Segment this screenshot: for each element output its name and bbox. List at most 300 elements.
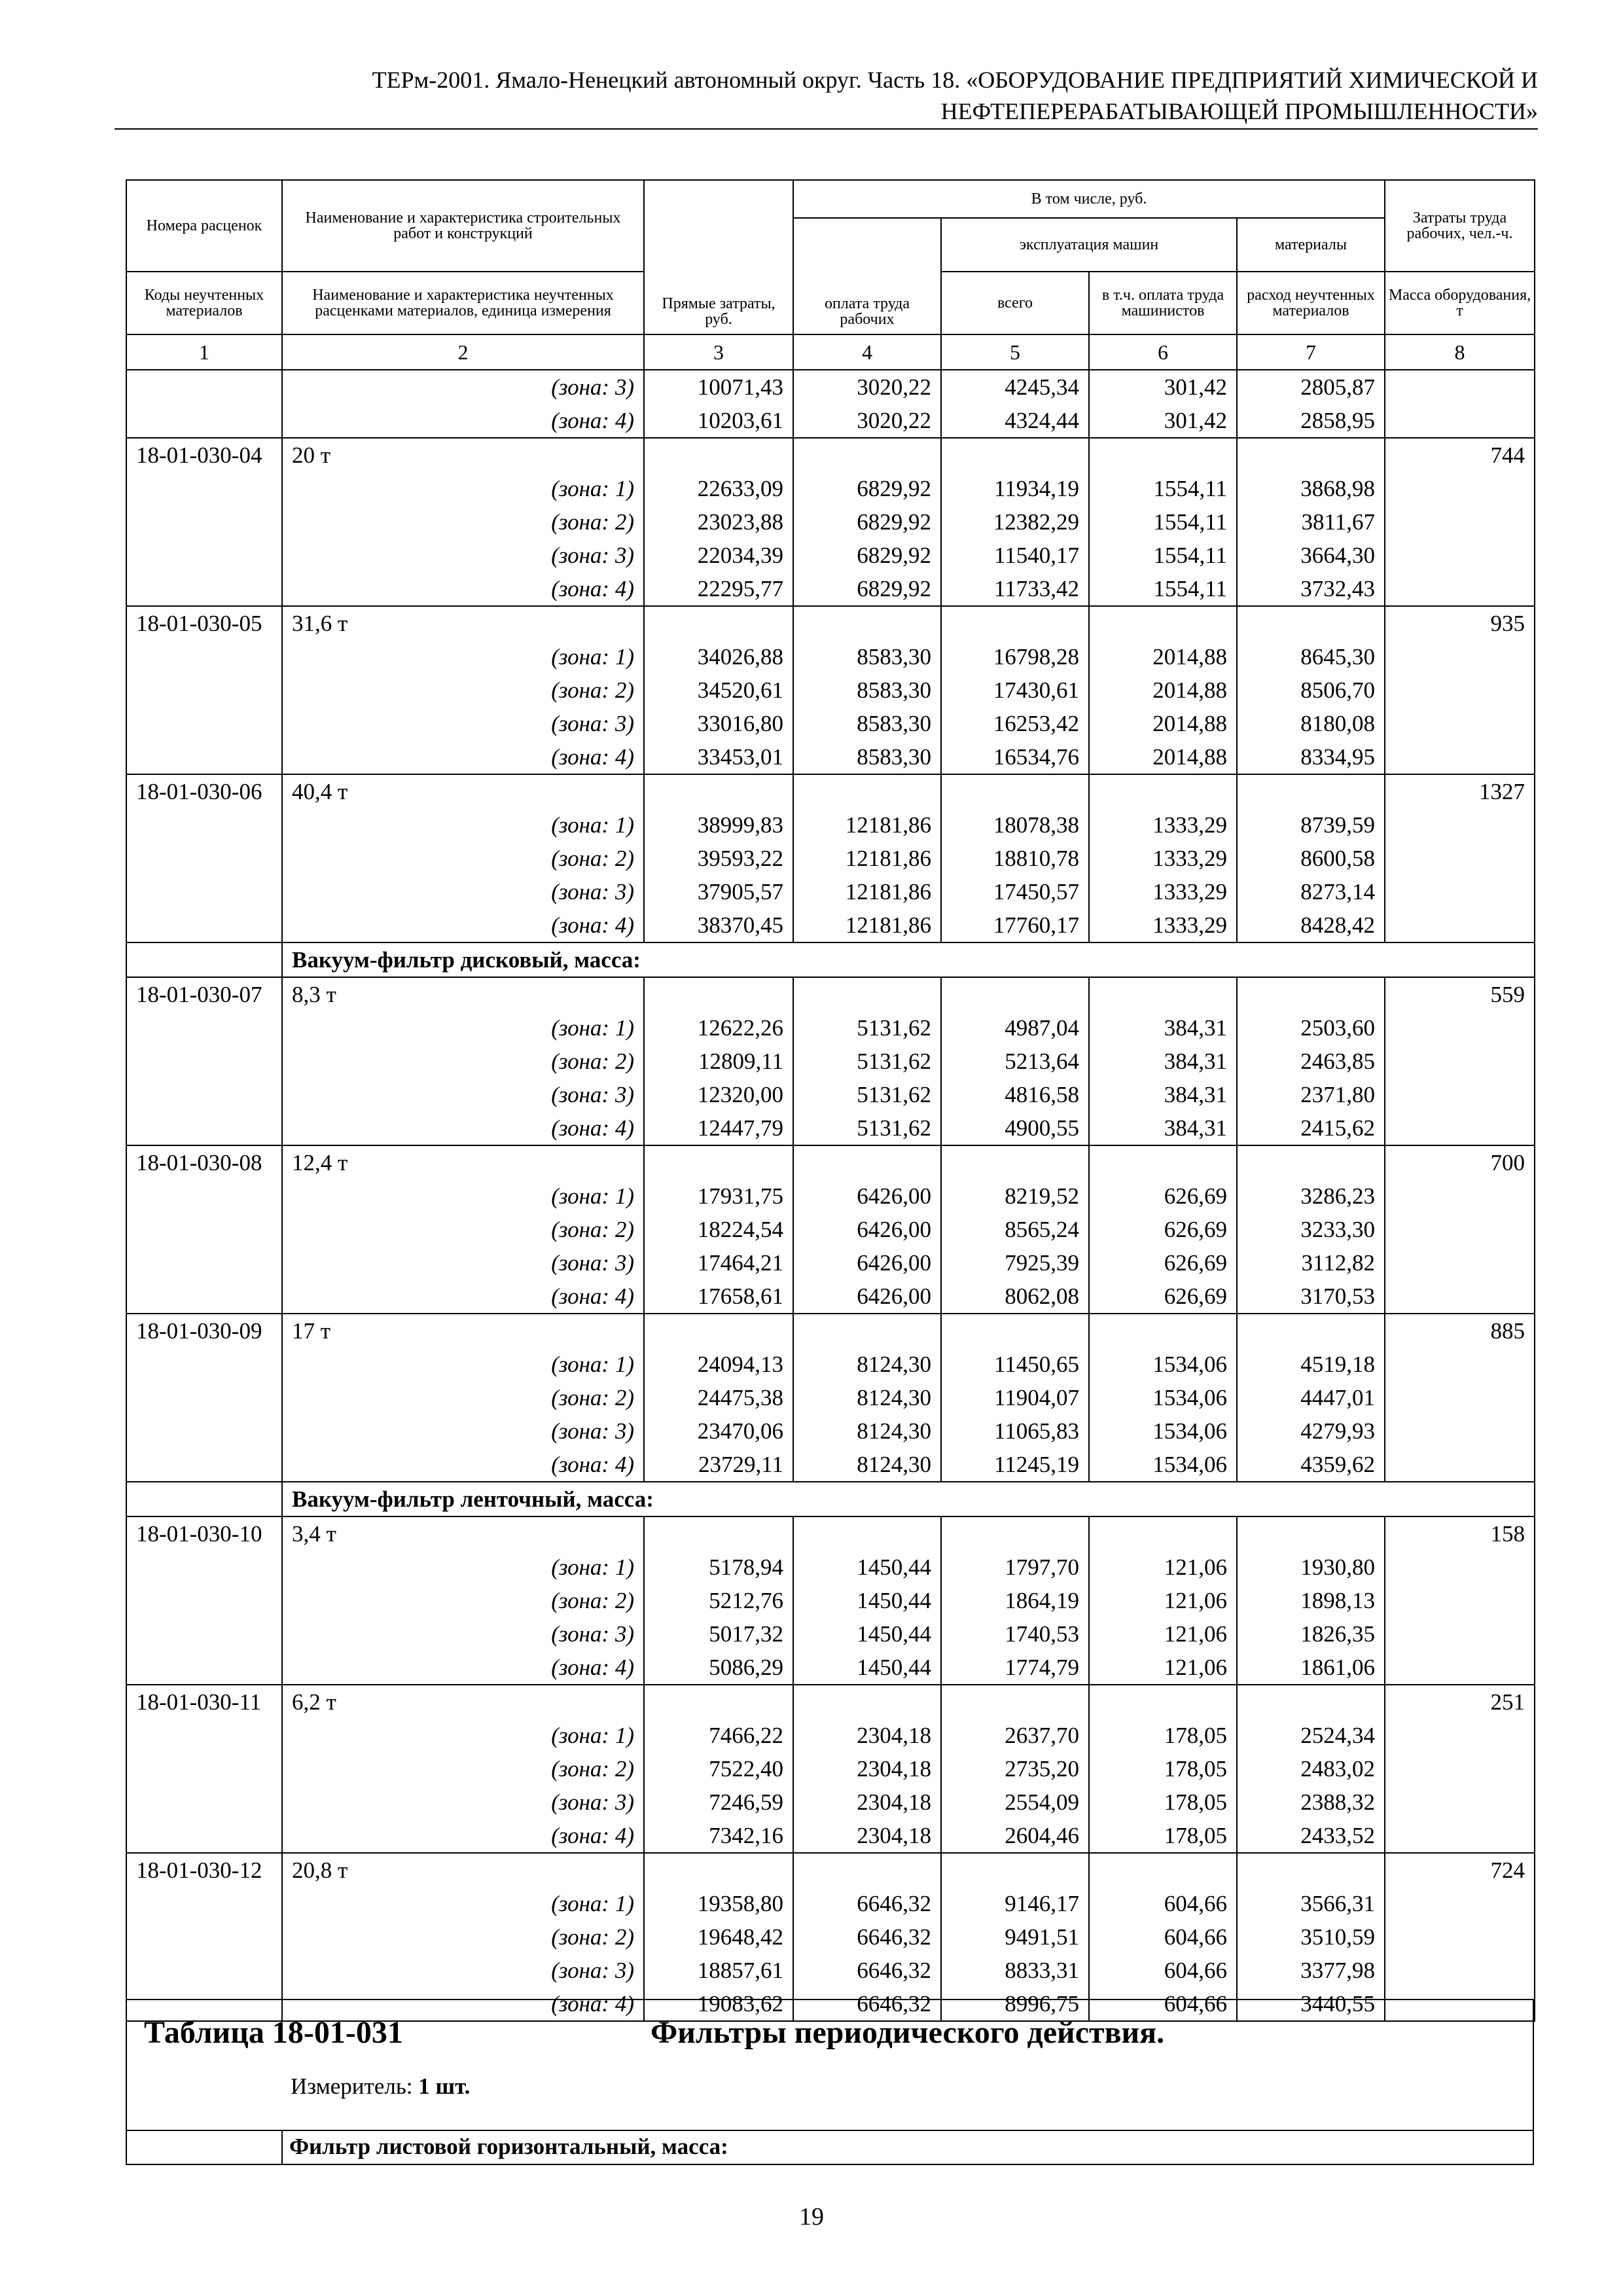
labor-cost: 6426,00 — [793, 1179, 941, 1213]
zone-row — [126, 1414, 1535, 1448]
machinist-labor: 384,31 — [1089, 1011, 1237, 1045]
item-name: 3,4 т — [282, 1516, 644, 1551]
rate-code: 18-01-030-09 — [126, 1314, 282, 1348]
empty-cell — [941, 438, 1089, 472]
machinist-labor: 178,05 — [1089, 1819, 1237, 1853]
zone-row — [126, 1179, 1535, 1213]
col-number: 4 — [793, 334, 941, 370]
rate-code: 18-01-030-06 — [126, 774, 282, 808]
empty-cell — [1089, 1145, 1237, 1179]
materials-cost: 1826,35 — [1237, 1617, 1385, 1651]
empty-cell — [644, 1145, 793, 1179]
machinist-labor: 301,42 — [1089, 404, 1237, 438]
direct-cost: 18857,61 — [644, 1954, 793, 1987]
direct-cost: 33453,01 — [644, 740, 793, 774]
item-name: 6,2 т — [282, 1685, 644, 1719]
next-table-subsection — [126, 2131, 1534, 2165]
col5-header: всего — [941, 272, 1089, 334]
machines-total: 4987,04 — [941, 1011, 1089, 1045]
labor-cost: 8583,30 — [793, 740, 941, 774]
zone-label: (зона: 4) — [282, 1111, 644, 1145]
empty-cell — [126, 740, 282, 774]
machines-total: 8833,31 — [941, 1954, 1089, 1987]
empty-cell — [1089, 438, 1237, 472]
machinist-labor: 121,06 — [1089, 1651, 1237, 1685]
measure-value: 1 шт. — [418, 2073, 471, 2099]
machinist-labor: 121,06 — [1089, 1617, 1237, 1651]
empty-cell — [1385, 1819, 1535, 1853]
labor-cost: 5131,62 — [793, 1078, 941, 1111]
empty-cell — [1385, 707, 1535, 740]
machines-header: эксплуатация машин — [941, 218, 1237, 272]
materials-cost: 2415,62 — [1237, 1111, 1385, 1145]
machinist-labor: 1333,29 — [1089, 908, 1237, 942]
labor-cost: 8124,30 — [793, 1381, 941, 1414]
empty-cell — [126, 505, 282, 539]
materials-cost: 8600,58 — [1237, 842, 1385, 875]
measure-label: Измеритель: — [291, 2073, 413, 2099]
labor-cost: 1450,44 — [793, 1651, 941, 1685]
machines-total: 9146,17 — [941, 1887, 1089, 1920]
machinist-labor: 2014,88 — [1089, 707, 1237, 740]
zone-row — [126, 1887, 1535, 1920]
machinist-labor: 121,06 — [1089, 1551, 1237, 1584]
empty-cell — [1385, 1551, 1535, 1584]
empty-cell — [1385, 673, 1535, 707]
item-name: 20 т — [282, 438, 644, 472]
zone-label: (зона: 1) — [282, 1011, 644, 1045]
labor-cost: 6646,32 — [793, 1920, 941, 1954]
materials-cost: 1898,13 — [1237, 1584, 1385, 1617]
zone-label: (зона: 3) — [282, 707, 644, 740]
empty-cell — [1385, 1954, 1535, 1987]
machines-total: 8219,52 — [941, 1179, 1089, 1213]
col8-header-bottom: Масса оборудования, т — [1385, 272, 1535, 334]
machines-total: 8062,08 — [941, 1280, 1089, 1314]
labor-cost: 1450,44 — [793, 1617, 941, 1651]
column-number-row — [126, 334, 1535, 370]
direct-cost: 12447,79 — [644, 1111, 793, 1145]
machinist-labor: 1554,11 — [1089, 539, 1237, 572]
direct-cost: 5017,32 — [644, 1617, 793, 1651]
empty-cell — [126, 1448, 282, 1482]
zone-label: (зона: 3) — [282, 1414, 644, 1448]
materials-cost: 8506,70 — [1237, 673, 1385, 707]
labor-cost: 5131,62 — [793, 1011, 941, 1045]
machines-total: 16253,42 — [941, 707, 1089, 740]
zone-label: (зона: 4) — [282, 572, 644, 606]
zone-label: (зона: 3) — [282, 1785, 644, 1819]
empty-cell — [644, 606, 793, 640]
empty-cell — [126, 1819, 282, 1853]
col4-header: оплата труда рабочих — [793, 218, 941, 334]
machines-total: 11540,17 — [941, 539, 1089, 572]
empty-cell — [793, 1314, 941, 1348]
direct-cost: 5086,29 — [644, 1651, 793, 1685]
empty-cell — [126, 875, 282, 908]
empty-cell — [1385, 1752, 1535, 1785]
machinist-labor: 1554,11 — [1089, 572, 1237, 606]
machinist-labor: 604,66 — [1089, 1920, 1237, 1954]
empty-cell — [126, 1887, 282, 1920]
zone-row — [126, 1280, 1535, 1314]
empty-cell — [1385, 1246, 1535, 1280]
empty-cell — [126, 1179, 282, 1213]
empty-cell — [941, 1314, 1089, 1348]
empty-cell — [1089, 977, 1237, 1011]
machines-total: 11450,65 — [941, 1348, 1089, 1381]
materials-cost: 3664,30 — [1237, 539, 1385, 572]
empty-cell — [941, 977, 1089, 1011]
zone-label: (зона: 4) — [282, 1280, 644, 1314]
empty-cell — [1385, 1887, 1535, 1920]
machines-total: 2554,09 — [941, 1785, 1089, 1819]
empty-cell — [126, 1785, 282, 1819]
zone-label: (зона: 2) — [282, 1920, 644, 1954]
materials-cost: 2483,02 — [1237, 1752, 1385, 1785]
labor-cost: 3020,22 — [793, 404, 941, 438]
direct-cost: 33016,80 — [644, 707, 793, 740]
empty-cell — [1237, 977, 1385, 1011]
labor-cost: 12181,86 — [793, 908, 941, 942]
equipment-mass: 700 — [1385, 1145, 1535, 1179]
direct-cost: 23023,88 — [644, 505, 793, 539]
machinist-labor: 301,42 — [1089, 370, 1237, 404]
zone-label: (зона: 1) — [282, 1719, 644, 1752]
machinist-labor: 121,06 — [1089, 1584, 1237, 1617]
empty-cell — [126, 1617, 282, 1651]
direct-cost: 17464,21 — [644, 1246, 793, 1280]
empty-cell — [644, 438, 793, 472]
col8-header-top: Затраты труда рабочих, чел.-ч. — [1385, 180, 1535, 272]
empty-cell — [1385, 875, 1535, 908]
section-title: Вакуум-фильтр ленточный, масса: — [282, 1482, 1535, 1516]
labor-cost: 8583,30 — [793, 673, 941, 707]
zone-label: (зона: 3) — [282, 370, 644, 404]
empty-cell — [126, 640, 282, 673]
labor-cost: 6646,32 — [793, 1987, 941, 2021]
direct-cost: 39593,22 — [644, 842, 793, 875]
empty-cell — [941, 1516, 1089, 1551]
machines-total: 17450,57 — [941, 875, 1089, 908]
empty-cell — [1237, 1314, 1385, 1348]
zone-row — [126, 1448, 1535, 1482]
empty-cell — [126, 1045, 282, 1078]
zone-row — [126, 640, 1535, 673]
machinist-labor: 1534,06 — [1089, 1414, 1237, 1448]
machinist-labor: 604,66 — [1089, 1954, 1237, 1987]
empty-cell — [126, 1246, 282, 1280]
direct-cost: 37905,57 — [644, 875, 793, 908]
empty-cell — [1385, 1381, 1535, 1414]
empty-cell — [126, 1719, 282, 1752]
empty-cell — [1385, 908, 1535, 942]
materials-cost: 8645,30 — [1237, 640, 1385, 673]
machines-total: 11733,42 — [941, 572, 1089, 606]
zone-label: (зона: 1) — [282, 472, 644, 505]
labor-cost: 5131,62 — [793, 1111, 941, 1145]
direct-cost: 23470,06 — [644, 1414, 793, 1448]
zone-row — [126, 1920, 1535, 1954]
item-name: 8,3 т — [282, 977, 644, 1011]
direct-cost: 7246,59 — [644, 1785, 793, 1819]
item-name: 40,4 т — [282, 774, 644, 808]
empty-cell — [1385, 1348, 1535, 1381]
table-header — [126, 180, 1535, 370]
empty-cell — [1385, 1651, 1535, 1685]
labor-cost: 6646,32 — [793, 1954, 941, 1987]
machinist-labor: 178,05 — [1089, 1719, 1237, 1752]
machinist-labor: 178,05 — [1089, 1785, 1237, 1819]
empty-cell — [126, 1482, 282, 1516]
empty-cell — [1385, 1785, 1535, 1819]
empty-cell — [644, 1685, 793, 1719]
materials-cost: 4447,01 — [1237, 1381, 1385, 1414]
direct-cost: 7342,16 — [644, 1819, 793, 1853]
machines-total: 4816,58 — [941, 1078, 1089, 1111]
machines-total: 2604,46 — [941, 1819, 1089, 1853]
zone-label: (зона: 2) — [282, 1381, 644, 1414]
empty-cell — [941, 1853, 1089, 1887]
labor-cost: 6426,00 — [793, 1280, 941, 1314]
direct-cost: 18224,54 — [644, 1213, 793, 1246]
empty-cell — [126, 1381, 282, 1414]
empty-cell — [1385, 740, 1535, 774]
direct-cost: 22633,09 — [644, 472, 793, 505]
empty-cell — [1089, 606, 1237, 640]
zone-row — [126, 1617, 1535, 1651]
empty-cell — [1385, 1111, 1535, 1145]
empty-cell — [1385, 572, 1535, 606]
col7-header: расход неучтенных материалов — [1237, 272, 1385, 334]
in-total-header: В том числе, руб. — [793, 180, 1385, 218]
machinist-labor: 384,31 — [1089, 1078, 1237, 1111]
labor-cost: 2304,18 — [793, 1785, 941, 1819]
zone-label: (зона: 2) — [282, 673, 644, 707]
equipment-mass: 744 — [1385, 438, 1535, 472]
materials-cost: 3868,98 — [1237, 472, 1385, 505]
zone-row — [126, 1045, 1535, 1078]
machines-total: 2637,70 — [941, 1719, 1089, 1752]
materials-cost: 2524,34 — [1237, 1719, 1385, 1752]
materials-cost: 2433,52 — [1237, 1819, 1385, 1853]
empty-cell — [126, 1414, 282, 1448]
empty-cell — [793, 1145, 941, 1179]
empty-cell — [126, 1213, 282, 1246]
empty-cell — [644, 977, 793, 1011]
empty-cell — [126, 808, 282, 842]
empty-cell — [1385, 1414, 1535, 1448]
item-name: 17 т — [282, 1314, 644, 1348]
empty-cell — [1385, 1719, 1535, 1752]
empty-cell — [941, 606, 1089, 640]
zone-label: (зона: 2) — [282, 1045, 644, 1078]
zone-label: (зона: 1) — [282, 1179, 644, 1213]
col-number: 5 — [941, 334, 1089, 370]
empty-cell — [644, 1853, 793, 1887]
labor-cost: 8124,30 — [793, 1348, 941, 1381]
zone-row — [126, 673, 1535, 707]
materials-cost: 3732,43 — [1237, 572, 1385, 606]
empty-cell — [644, 774, 793, 808]
zone-label: (зона: 4) — [282, 1651, 644, 1685]
zone-label: (зона: 4) — [282, 1987, 644, 2021]
zone-label: (зона: 2) — [282, 1584, 644, 1617]
machinist-labor: 2014,88 — [1089, 640, 1237, 673]
machines-total: 17760,17 — [941, 908, 1089, 942]
zone-row — [126, 1551, 1535, 1584]
direct-cost: 10071,43 — [644, 370, 793, 404]
zone-row — [126, 707, 1535, 740]
empty-cell — [793, 1685, 941, 1719]
item-row — [126, 1314, 1535, 1348]
empty-cell — [793, 1516, 941, 1551]
direct-cost: 22295,77 — [644, 572, 793, 606]
column-divider — [281, 2131, 283, 2164]
direct-cost: 34520,61 — [644, 673, 793, 707]
zone-row — [126, 908, 1535, 942]
direct-cost: 5178,94 — [644, 1551, 793, 1584]
item-row — [126, 606, 1535, 640]
machines-total: 7925,39 — [941, 1246, 1089, 1280]
zone-label: (зона: 4) — [282, 404, 644, 438]
col3-header: Прямые затраты, руб. — [644, 180, 793, 334]
zone-label: (зона: 4) — [282, 740, 644, 774]
zone-label: (зона: 2) — [282, 842, 644, 875]
machinist-labor: 1333,29 — [1089, 875, 1237, 908]
materials-cost: 2388,32 — [1237, 1785, 1385, 1819]
empty-cell — [1385, 1078, 1535, 1111]
machines-total: 11065,83 — [941, 1414, 1089, 1448]
empty-cell — [126, 404, 282, 438]
zone-label: (зона: 3) — [282, 1246, 644, 1280]
empty-cell — [1385, 1920, 1535, 1954]
direct-cost: 17931,75 — [644, 1179, 793, 1213]
zone-row — [126, 1011, 1535, 1045]
next-table-name: Таблица 18-01-031 — [144, 2015, 403, 2050]
empty-cell — [126, 842, 282, 875]
empty-cell — [1385, 808, 1535, 842]
materials-cost: 4359,62 — [1237, 1448, 1385, 1482]
labor-cost: 2304,18 — [793, 1819, 941, 1853]
machinist-labor: 1333,29 — [1089, 808, 1237, 842]
header-line-2: НЕФТЕПЕРЕРАБАТЫВАЮЩЕЙ ПРОМЫШЛЕННОСТИ» — [940, 98, 1538, 124]
col2-header-bottom: Наименование и характеристика неучтенных расценками материалов, единица измерения — [282, 272, 644, 334]
rate-code: 18-01-030-12 — [126, 1853, 282, 1887]
zone-label: (зона: 3) — [282, 875, 644, 908]
equipment-mass: 885 — [1385, 1314, 1535, 1348]
zone-row — [126, 572, 1535, 606]
col-number: 7 — [1237, 334, 1385, 370]
zone-label: (зона: 1) — [282, 1887, 644, 1920]
labor-cost: 3020,22 — [793, 370, 941, 404]
empty-cell — [1237, 438, 1385, 472]
next-table-block — [126, 1999, 1534, 2131]
labor-cost: 2304,18 — [793, 1752, 941, 1785]
zone-label: (зона: 3) — [282, 539, 644, 572]
direct-cost: 12809,11 — [644, 1045, 793, 1078]
materials-cost: 2858,95 — [1237, 404, 1385, 438]
labor-cost: 1450,44 — [793, 1551, 941, 1584]
labor-cost: 12181,86 — [793, 808, 941, 842]
machines-total: 4324,44 — [941, 404, 1089, 438]
item-row — [126, 774, 1535, 808]
machinist-labor: 604,66 — [1089, 1987, 1237, 2021]
machinist-labor: 1534,06 — [1089, 1448, 1237, 1482]
item-row — [126, 1853, 1535, 1887]
item-name: 31,6 т — [282, 606, 644, 640]
machines-total: 1740,53 — [941, 1617, 1089, 1651]
empty-cell — [793, 774, 941, 808]
labor-cost: 5131,62 — [793, 1045, 941, 1078]
zone-label: (зона: 4) — [282, 1448, 644, 1482]
direct-cost: 10203,61 — [644, 404, 793, 438]
equipment-mass: 559 — [1385, 977, 1535, 1011]
direct-cost: 19083,62 — [644, 1987, 793, 2021]
machinist-labor: 384,31 — [1089, 1045, 1237, 1078]
direct-cost: 22034,39 — [644, 539, 793, 572]
zone-label: (зона: 3) — [282, 1617, 644, 1651]
item-row — [126, 438, 1535, 472]
empty-cell — [1089, 1314, 1237, 1348]
zone-row — [126, 1246, 1535, 1280]
equipment-mass: 158 — [1385, 1516, 1535, 1551]
empty-cell — [126, 1280, 282, 1314]
zone-row — [126, 1348, 1535, 1381]
machines-total: 16534,76 — [941, 740, 1089, 774]
labor-cost: 2304,18 — [793, 1719, 941, 1752]
materials-cost: 8180,08 — [1237, 707, 1385, 740]
zone-row — [126, 404, 1535, 438]
measure-line — [291, 2073, 470, 2100]
empty-cell — [1385, 640, 1535, 673]
col-number: 2 — [282, 334, 644, 370]
direct-cost: 24475,38 — [644, 1381, 793, 1414]
rate-code: 18-01-030-10 — [126, 1516, 282, 1551]
zone-row — [126, 370, 1535, 404]
header-line-1: ТЕРм-2001. Ямало-Ненецкий автономный округ. Часть 18. «ОБОРУДОВАНИЕ ПРЕДПРИЯТИЙ ХИМИЧЕСКОЙ И — [372, 67, 1538, 93]
machinist-labor: 1554,11 — [1089, 505, 1237, 539]
empty-cell — [1385, 539, 1535, 572]
empty-cell — [941, 1145, 1089, 1179]
machines-total: 1774,79 — [941, 1651, 1089, 1685]
empty-cell — [126, 1584, 282, 1617]
page-header — [115, 64, 1538, 130]
equipment-mass: 724 — [1385, 1853, 1535, 1887]
col1-header-top: Номера расценок — [126, 180, 282, 272]
machines-total: 11245,19 — [941, 1448, 1089, 1482]
empty-cell — [1385, 1280, 1535, 1314]
machinist-labor: 1333,29 — [1089, 842, 1237, 875]
materials-cost: 3440,55 — [1237, 1987, 1385, 2021]
machines-total: 12382,29 — [941, 505, 1089, 539]
col6-header: в т.ч. оплата труда машинистов — [1089, 272, 1237, 334]
labor-cost: 12181,86 — [793, 875, 941, 908]
labor-cost: 8583,30 — [793, 640, 941, 673]
machinist-labor: 1534,06 — [1089, 1348, 1237, 1381]
machines-total: 11904,07 — [941, 1381, 1089, 1414]
section-row — [126, 1482, 1535, 1516]
machines-total: 5213,64 — [941, 1045, 1089, 1078]
empty-cell — [126, 1078, 282, 1111]
empty-cell — [1385, 370, 1535, 404]
direct-cost: 19648,42 — [644, 1920, 793, 1954]
empty-cell — [793, 1853, 941, 1887]
empty-cell — [1385, 1584, 1535, 1617]
item-row — [126, 1685, 1535, 1719]
labor-cost: 8583,30 — [793, 707, 941, 740]
materials-cost: 3510,59 — [1237, 1920, 1385, 1954]
